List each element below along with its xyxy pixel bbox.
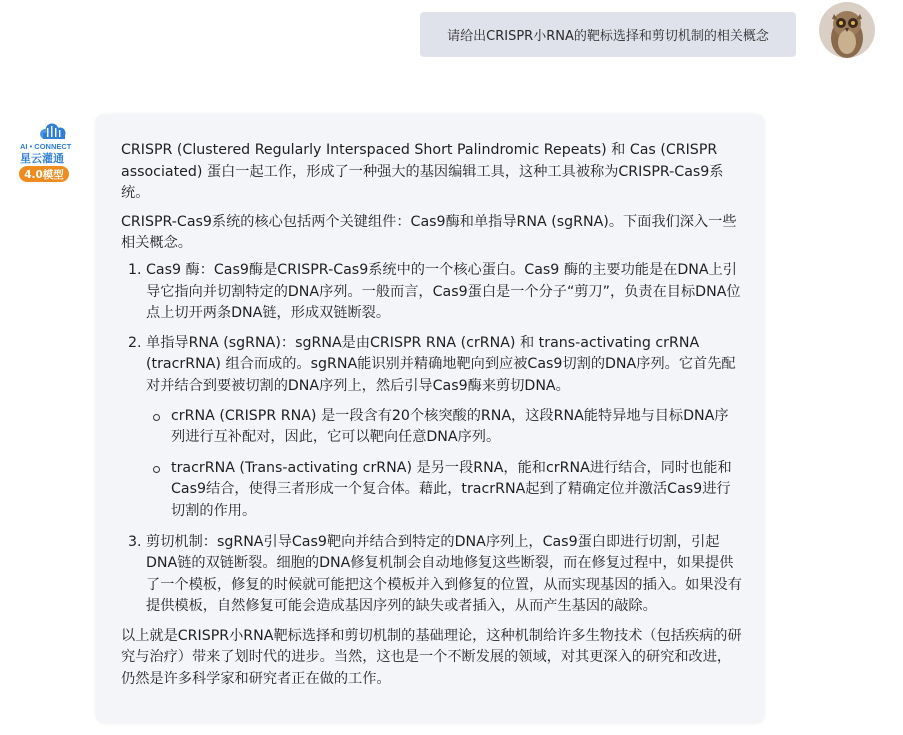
- logo-text-main: 星云灌通: [20, 152, 64, 165]
- sub-list: [146, 406, 742, 523]
- logo-text-top: AI • CONNECT: [20, 142, 72, 151]
- list-item-text: 剪切机制：sgRNA引导Cas9靶向并结合到特定的DNA序列上，Cas9蛋白即进行切割，引起DNA链的双链断裂。细胞的DNA修复机制会自动地修复这些断裂，而在修复过程中，如果提供了一个模板，修复的时候就可能把这个模板并入到修复的位置，从而实现基因的插入。如果没有提供模板，自然修复可能会造成基因序列的缺失或者插入，从而产生基因的敲除。: [146, 533, 742, 615]
- cloud-logo-icon: [18, 122, 74, 166]
- model-badge: [19, 166, 69, 182]
- list-item: [146, 260, 742, 325]
- concept-list: [121, 260, 742, 618]
- bot-paragraph-2: CRISPR-Cas9系统的核心包括两个关键组件：Cas9酶和单指导RNA (sgRNA)。下面我们深入一些相关概念。: [121, 213, 737, 252]
- circle-bullet-icon: [153, 414, 160, 421]
- list-item-text: 单指导RNA (sgRNA)：sgRNA是由CRISPR RNA (crRNA) 和 trans-activating crRNA (tracrRNA) 组合而成的。sgRNA能识别并精确地靶向到应被Cas9切割的DNA序列。它首先配对并结合到要被切割的DNA序列上，然后引导Cas9酶来剪切DNA。: [146, 334, 736, 394]
- user-message-bubble: [420, 12, 796, 57]
- list-item: [146, 532, 742, 618]
- sub-list-item: [146, 406, 742, 449]
- sub-list-item-text: crRNA (CRISPR RNA) 是一段含有20个核突酸的RNA，这段RNA能特异地与目标DNA序列进行互补配对，因此，它可以靶向任意DNA序列。: [171, 407, 729, 446]
- list-item: [146, 333, 742, 523]
- model-badge-label: 4.0模型: [24, 168, 64, 181]
- bot-paragraph-final: 以上就是CRISPR小RNA靶标选择和剪切机制的基础理论，这种机制给许多生物技术（包括疾病的研究与治疗）带来了划时代的进步。当然，这也是一个不断发展的领域，对其更深入的研究和改进，仍然是许多科学家和研究者正在做的工作。: [121, 627, 742, 688]
- bot-paragraph-1: CRISPR (Clustered Regularly Interspaced Short Palindromic Repeats) 和 Cas (CRISPR associated) 蛋白一起工作，形成了一种强大的基因编辑工具，这种工具被称为CRISPR-Cas9系统。: [121, 142, 724, 202]
- owl-avatar-icon[interactable]: [819, 2, 875, 58]
- bot-message-card: [96, 114, 764, 722]
- user-message-text: 请给出CRISPR小RNA的靶标选择和剪切机制的相关概念: [447, 29, 769, 44]
- list-item-text: Cas9 酶：Cas9酶是CRISPR-Cas9系统中的一个核心蛋白。Cas9 酶的主要功能是在DNA上引导它指向并切割特定的DNA序列。一般而言，Cas9蛋白是一个分子“剪刀”，负责在目标DNA位点上切开两条DNA链，形成双链断裂。: [146, 261, 741, 322]
- sub-list-item-text: tracrRNA (Trans-activating crRNA) 是另一段RNA，能和crRNA进行结合，同时也能和Cas9结合，使得三者形成一个复合体。藉此，tracrRNA起到了精确定位并激活Cas9进行切割的作用。: [171, 459, 732, 519]
- circle-bullet-icon: [153, 466, 160, 473]
- sub-list-item: [146, 458, 742, 523]
